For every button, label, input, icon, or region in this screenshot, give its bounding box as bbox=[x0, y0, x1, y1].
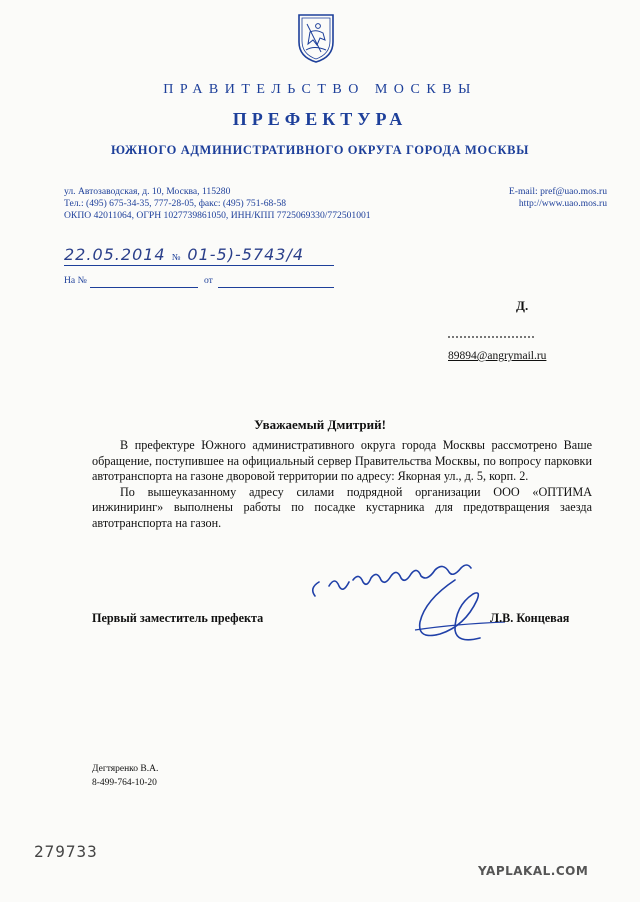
number-label: № bbox=[171, 252, 182, 262]
signatory-title: Первый заместитель префекта bbox=[92, 611, 264, 625]
moscow-coat-of-arms-icon bbox=[296, 12, 336, 64]
address-line: ул. Автозаводская, д. 10, Москва, 115280 bbox=[64, 186, 231, 197]
district-title: ЮЖНОГО АДМИНИСТРАТИВНОГО ОКРУГА ГОРОДА МОСКВЫ bbox=[111, 143, 529, 157]
salutation: Уважаемый Дмитрий! bbox=[254, 417, 386, 432]
reference-underline bbox=[90, 287, 198, 288]
registration-number: 01-5)-5743/4 bbox=[187, 245, 305, 264]
paragraph: По вышеуказанному адресу силами подрядной организации ООО «ОПТИМА инжиниринг» выполнены работы по посадке кустарника для предотвращения заезда автотранспорта на газон. bbox=[92, 484, 592, 530]
registration-underline bbox=[64, 265, 334, 266]
reference-label: На № bbox=[64, 275, 87, 286]
executor-info bbox=[92, 762, 158, 790]
from-underline bbox=[218, 287, 334, 288]
handwritten-signature bbox=[305, 560, 545, 650]
paragraph: В префектуре Южного административного округа города Москвы рассмотрено Ваше обращение, поступившее на официальный сервер Правительства Москвы, по вопросу парковки автотранспорта на газоне дворовой территории по адресу: Якорная ул., д. 5, корп. 2. bbox=[92, 438, 592, 484]
from-label: от bbox=[204, 275, 213, 286]
email-line: E-mail: pref@uao.mos.ru bbox=[508, 186, 607, 197]
registration-line bbox=[64, 245, 304, 264]
phone-line: Тел.: (495) 675-34-35, 777-28-05, факс: (495) 751-68-58 bbox=[64, 198, 287, 209]
recipient-name: Д. bbox=[516, 298, 529, 313]
registration-date: 22.05.2014 bbox=[64, 245, 166, 264]
recipient-email: 89894@angrymail.ru bbox=[448, 350, 547, 362]
redacted-line bbox=[448, 330, 534, 338]
registry-line: ОКПО 42011064, ОГРН 1027739861050, ИНН/КПП 7725069330/772501001 bbox=[64, 210, 371, 221]
executor-phone: 8-499-764-10-20 bbox=[92, 778, 157, 788]
letter-body bbox=[92, 438, 592, 532]
prefecture-title: ПРЕФЕКТУРА bbox=[232, 109, 408, 129]
watermark: YAPLAKAL.COM bbox=[478, 864, 589, 878]
sender-address bbox=[64, 186, 371, 222]
signatory-name: Л.В. Концевая bbox=[490, 611, 570, 625]
stamp-number: 279733 bbox=[34, 842, 98, 861]
government-title: ПРАВИТЕЛЬСТВО МОСКВЫ bbox=[163, 82, 477, 97]
executor-name: Дегтяренко В.А. bbox=[92, 764, 159, 774]
sender-contacts bbox=[509, 186, 607, 210]
website-line: http://www.uao.mos.ru bbox=[518, 198, 607, 209]
